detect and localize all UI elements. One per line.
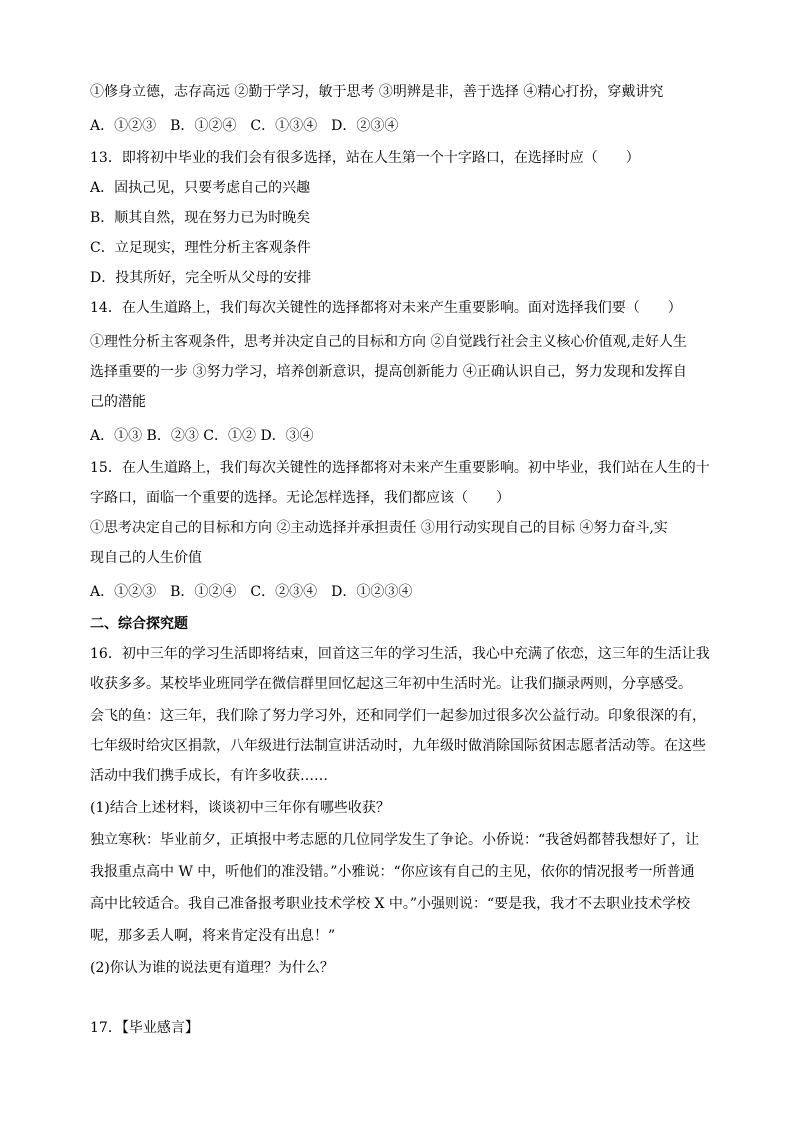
q16-subquestion-2: (2)你认为谁的说法更有道理？为什么？ xyxy=(90,960,334,976)
q17-stem: 17．【毕业感言】 xyxy=(90,1020,199,1036)
q15-statements-line-1: ①思考决定自己的目标和方向 ②主动选择并承担责任 ③用行动实现自己的目标 ④努力奋斗,实 xyxy=(90,520,668,536)
section-2-title: 二、综合探究题 xyxy=(90,616,188,632)
q16-material-2-line-4: 呢，那多丢人啊，将来肯定没有出息！” xyxy=(90,928,336,944)
q15-statements-line-2: 现自己的人生价值 xyxy=(90,550,202,566)
q13-option-d: D．投其所好，完全听从父母的安排 xyxy=(90,270,312,286)
q14-stem: 14．在人生道路上，我们每次关键性的选择都将对未来产生重要影响。面对选择我们要（ ） xyxy=(90,300,682,316)
q13-option-b: B．顺其自然，现在努力已为时晚矣 xyxy=(90,210,311,226)
q15-options: A．①②③ B．①②④ C．②③④ D．①②③④ xyxy=(90,584,413,600)
q14-statements-line-1: ①理性分析主客观条件，思考并决定自己的目标和方向 ②自觉践行社会主义核心价值观,走好人生 xyxy=(90,334,687,350)
q16-material-1-line-2: 七年级时给灾区捐款，八年级进行法制宣讲活动时，九年级时做消除国际贫困志愿者活动等。在这些 xyxy=(90,738,706,754)
q14-statements-line-2: 选择重要的一步 ③努力学习，培养创新意识，提高创新能力 ④正确认识自己，努力发现和发挥自 xyxy=(90,364,687,380)
q16-material-2-line-3: 高中比较适合。我自己准备报考职业技术学校 X 中。”小强则说：“要是我，我才不去职业技术学校 xyxy=(90,896,691,912)
q16-material-2-line-1: 独立寒秋：毕业前夕，正填报中考志愿的几位同学发生了争论。小侨说：“我爸妈都替我想好了，让 xyxy=(90,832,700,848)
q13-option-a: A．固执己见，只要考虑自己的兴趣 xyxy=(90,180,311,196)
q15-stem-line-2: 字路口，面临一个重要的选择。无论怎样选择，我们都应该（ ） xyxy=(90,490,510,506)
q12-options: A．①②③ B．①②④ C．①③④ D．②③④ xyxy=(90,118,399,134)
q16-material-1-line-1: 会飞的鱼：这三年，我们除了努力学习外，还和同学们一起参加过很多次公益行动。印象很深的有， xyxy=(90,708,706,724)
q14-options: A．①③ B．②③ C．①② D．③④ xyxy=(90,428,314,444)
q15-stem-line-1: 15．在人生道路上，我们每次关键性的选择都将对未来产生重要影响。初中毕业，我们站在人生的十 xyxy=(90,460,710,476)
q16-intro-line-2: 收获多多。某校毕业班同学在微信群里回忆起这三年初中生活时光。让我们撷录两则，分享感受。 xyxy=(90,676,692,692)
q13-option-c: C．立足现实，理性分析主客观条件 xyxy=(90,240,311,256)
q16-intro-line-1: 16．初中三年的学习生活即将结束，回首这三年的学习生活，我心中充满了依恋，这三年的生活让我 xyxy=(90,646,710,662)
q14-statements-line-3: 己的潜能 xyxy=(90,394,146,410)
q12-statements: ①修身立德，志存高远 ②勤于学习，敏于思考 ③明辨是非，善于选择 ④精心打扮，穿戴讲究 xyxy=(90,84,664,100)
q16-subquestion-1: (1)结合上述材料，谈谈初中三年你有哪些收获？ xyxy=(90,800,390,816)
q16-material-1-line-3: 活动中我们携手成长，有许多收获…… xyxy=(90,768,328,784)
q13-stem: 13．即将初中毕业的我们会有很多选择，站在人生第一个十字路口，在选择时应（ ） xyxy=(90,150,640,166)
q16-material-2-line-2: 我报重点高中 W 中，听他们的准没错。”小雅说：“你应该有自己的主见，依你的情况报考一所普通 xyxy=(90,864,695,880)
